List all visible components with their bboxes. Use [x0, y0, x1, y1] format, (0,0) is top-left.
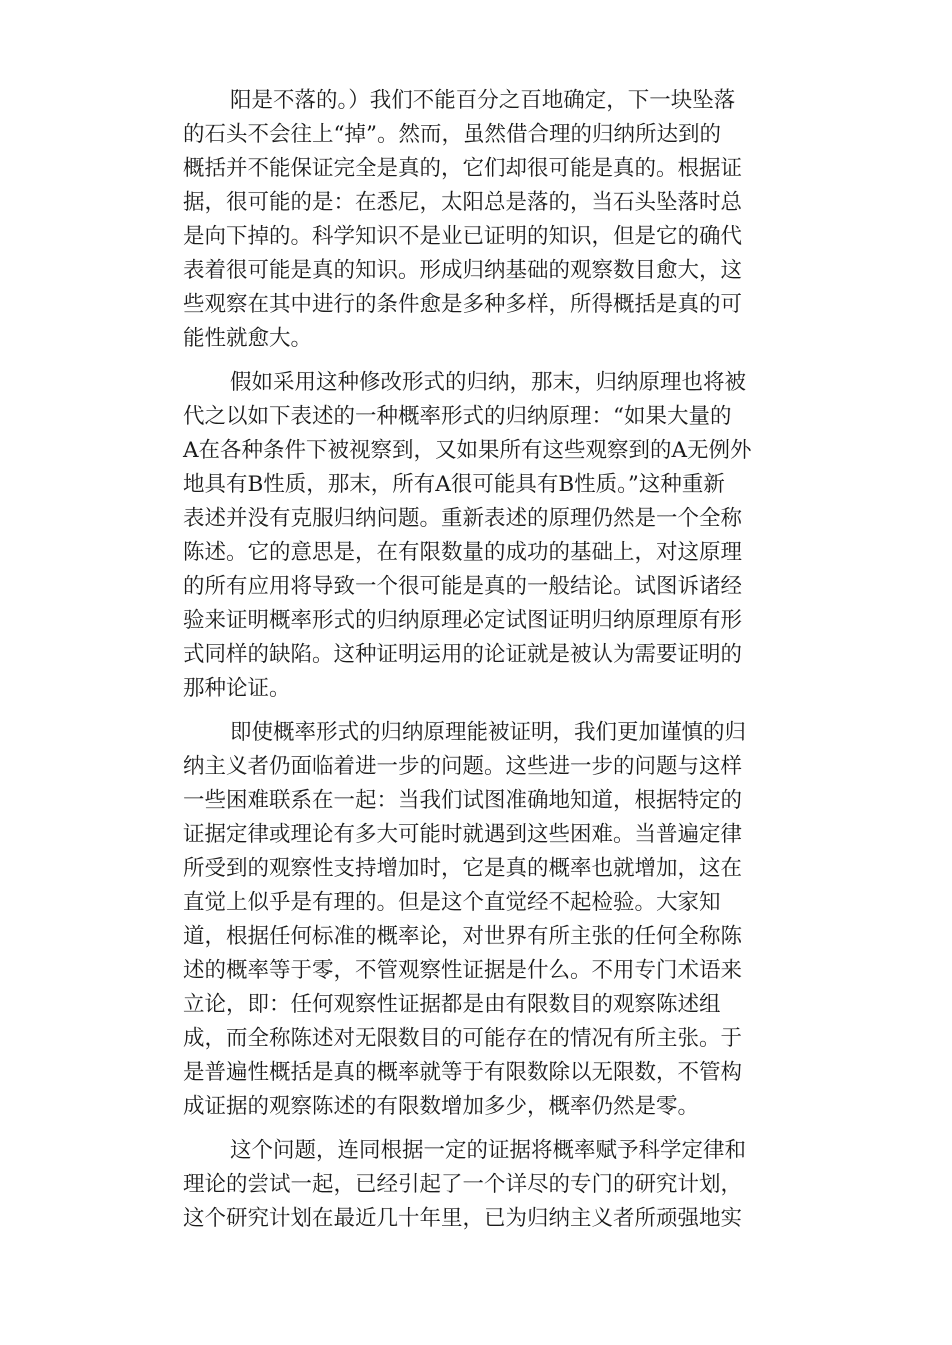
- text-line: 一些困难联系在一起：当我们试图准确地知道，根据特定的: [183, 788, 743, 813]
- text-line: A在各种条件下被视察到，又如果所有这些观察到的A无例外: [183, 438, 752, 463]
- paragraph-spacing: [183, 356, 783, 366]
- text-line: 立论，即：任何观察性证据都是由有限数目的观察陈述组: [183, 992, 721, 1017]
- text-line: 理论的尝试一起，已经引起了一个详尽的专门的研究计划，: [183, 1172, 743, 1197]
- text-line: 纳主义者仍面临着进一步的问题。这些进一步的问题与这样: [183, 754, 743, 779]
- text-line: 所受到的观察性支持增加时，它是真的概率也就增加，这在: [183, 856, 743, 881]
- text-line: 是向下掉的。科学知识不是业已证明的知识，但是它的确代: [183, 224, 743, 249]
- text-line: 地具有B性质，那末，所有A很可能具有B性质。”这种重新: [183, 472, 725, 497]
- text-line: 据，很可能的是：在悉尼，太阳总是落的，当石头坠落时总: [183, 190, 743, 215]
- text-line: 直觉上似乎是有理的。但是这个直觉经不起检验。大家知: [183, 890, 721, 915]
- paragraph-3: [183, 716, 783, 1124]
- text-line: 表述并没有克服归纳问题。重新表述的原理仍然是一个全称: [183, 506, 743, 531]
- text-line: 道，根据任何标准的概率论，对世界有所主张的任何全称陈: [183, 924, 743, 949]
- text-line: 阳是不落的。）我们不能百分之百地确定，下一块坠落: [230, 88, 736, 113]
- paragraph-spacing: [183, 706, 783, 716]
- text-line: 的所有应用将导致一个很可能是真的一般结论。试图诉诸经: [183, 574, 743, 599]
- text-line: 验来证明概率形式的归纳原理必定试图证明归纳原理原有形: [183, 608, 743, 633]
- text-line: 表着很可能是真的知识。形成归纳基础的观察数目愈大，这: [183, 258, 743, 283]
- text-line: 的石头不会往上“掉”。然而，虽然借合理的归纳所达到的: [183, 122, 721, 147]
- text-line: 概括并不能保证完全是真的，它们却很可能是真的。根据证: [183, 156, 743, 181]
- text-line: 那种论证。: [183, 676, 291, 701]
- text-line: 即使概率形式的归纳原理能被证明，我们更加谨慎的归: [230, 720, 747, 745]
- text-line: 成，而全称陈述对无限数目的可能存在的情况有所主张。于: [183, 1026, 743, 1051]
- paragraph-1: [183, 84, 783, 356]
- text-line: 证据定律或理论有多大可能时就遇到这些困难。当普遍定律: [183, 822, 743, 847]
- text-line: 是普遍性概括是真的概率就等于有限数除以无限数，不管构: [183, 1060, 743, 1085]
- text-line: 陈述。它的意思是，在有限数量的成功的基础上，对这原理: [183, 540, 743, 565]
- text-line: 代之以如下表述的一种概率形式的归纳原理：“如果大量的: [183, 404, 732, 429]
- text-line: 能性就愈大。: [183, 326, 313, 351]
- body-text: [183, 84, 783, 1236]
- paragraph-2: [183, 366, 783, 706]
- paragraph-4: [183, 1134, 783, 1236]
- text-line: 这个问题，连同根据一定的证据将概率赋予科学定律和: [230, 1138, 747, 1163]
- text-line: 些观察在其中进行的条件愈是多种多样，所得概括是真的可: [183, 292, 743, 317]
- text-line: 成证据的观察陈述的有限数增加多少，概率仍然是零。: [183, 1094, 700, 1119]
- text-line: 这个研究计划在最近几十年里，已为归纳主义者所顽强地实: [183, 1206, 743, 1231]
- paragraph-spacing: [183, 1124, 783, 1134]
- text-line: 述的概率等于零，不管观察性证据是什么。不用专门术语来: [183, 958, 743, 983]
- text-line: 式同样的缺陷。这种证明运用的论证就是被认为需要证明的: [183, 642, 743, 667]
- text-line: 假如采用这种修改形式的归纳，那末，归纳原理也将被: [230, 370, 747, 395]
